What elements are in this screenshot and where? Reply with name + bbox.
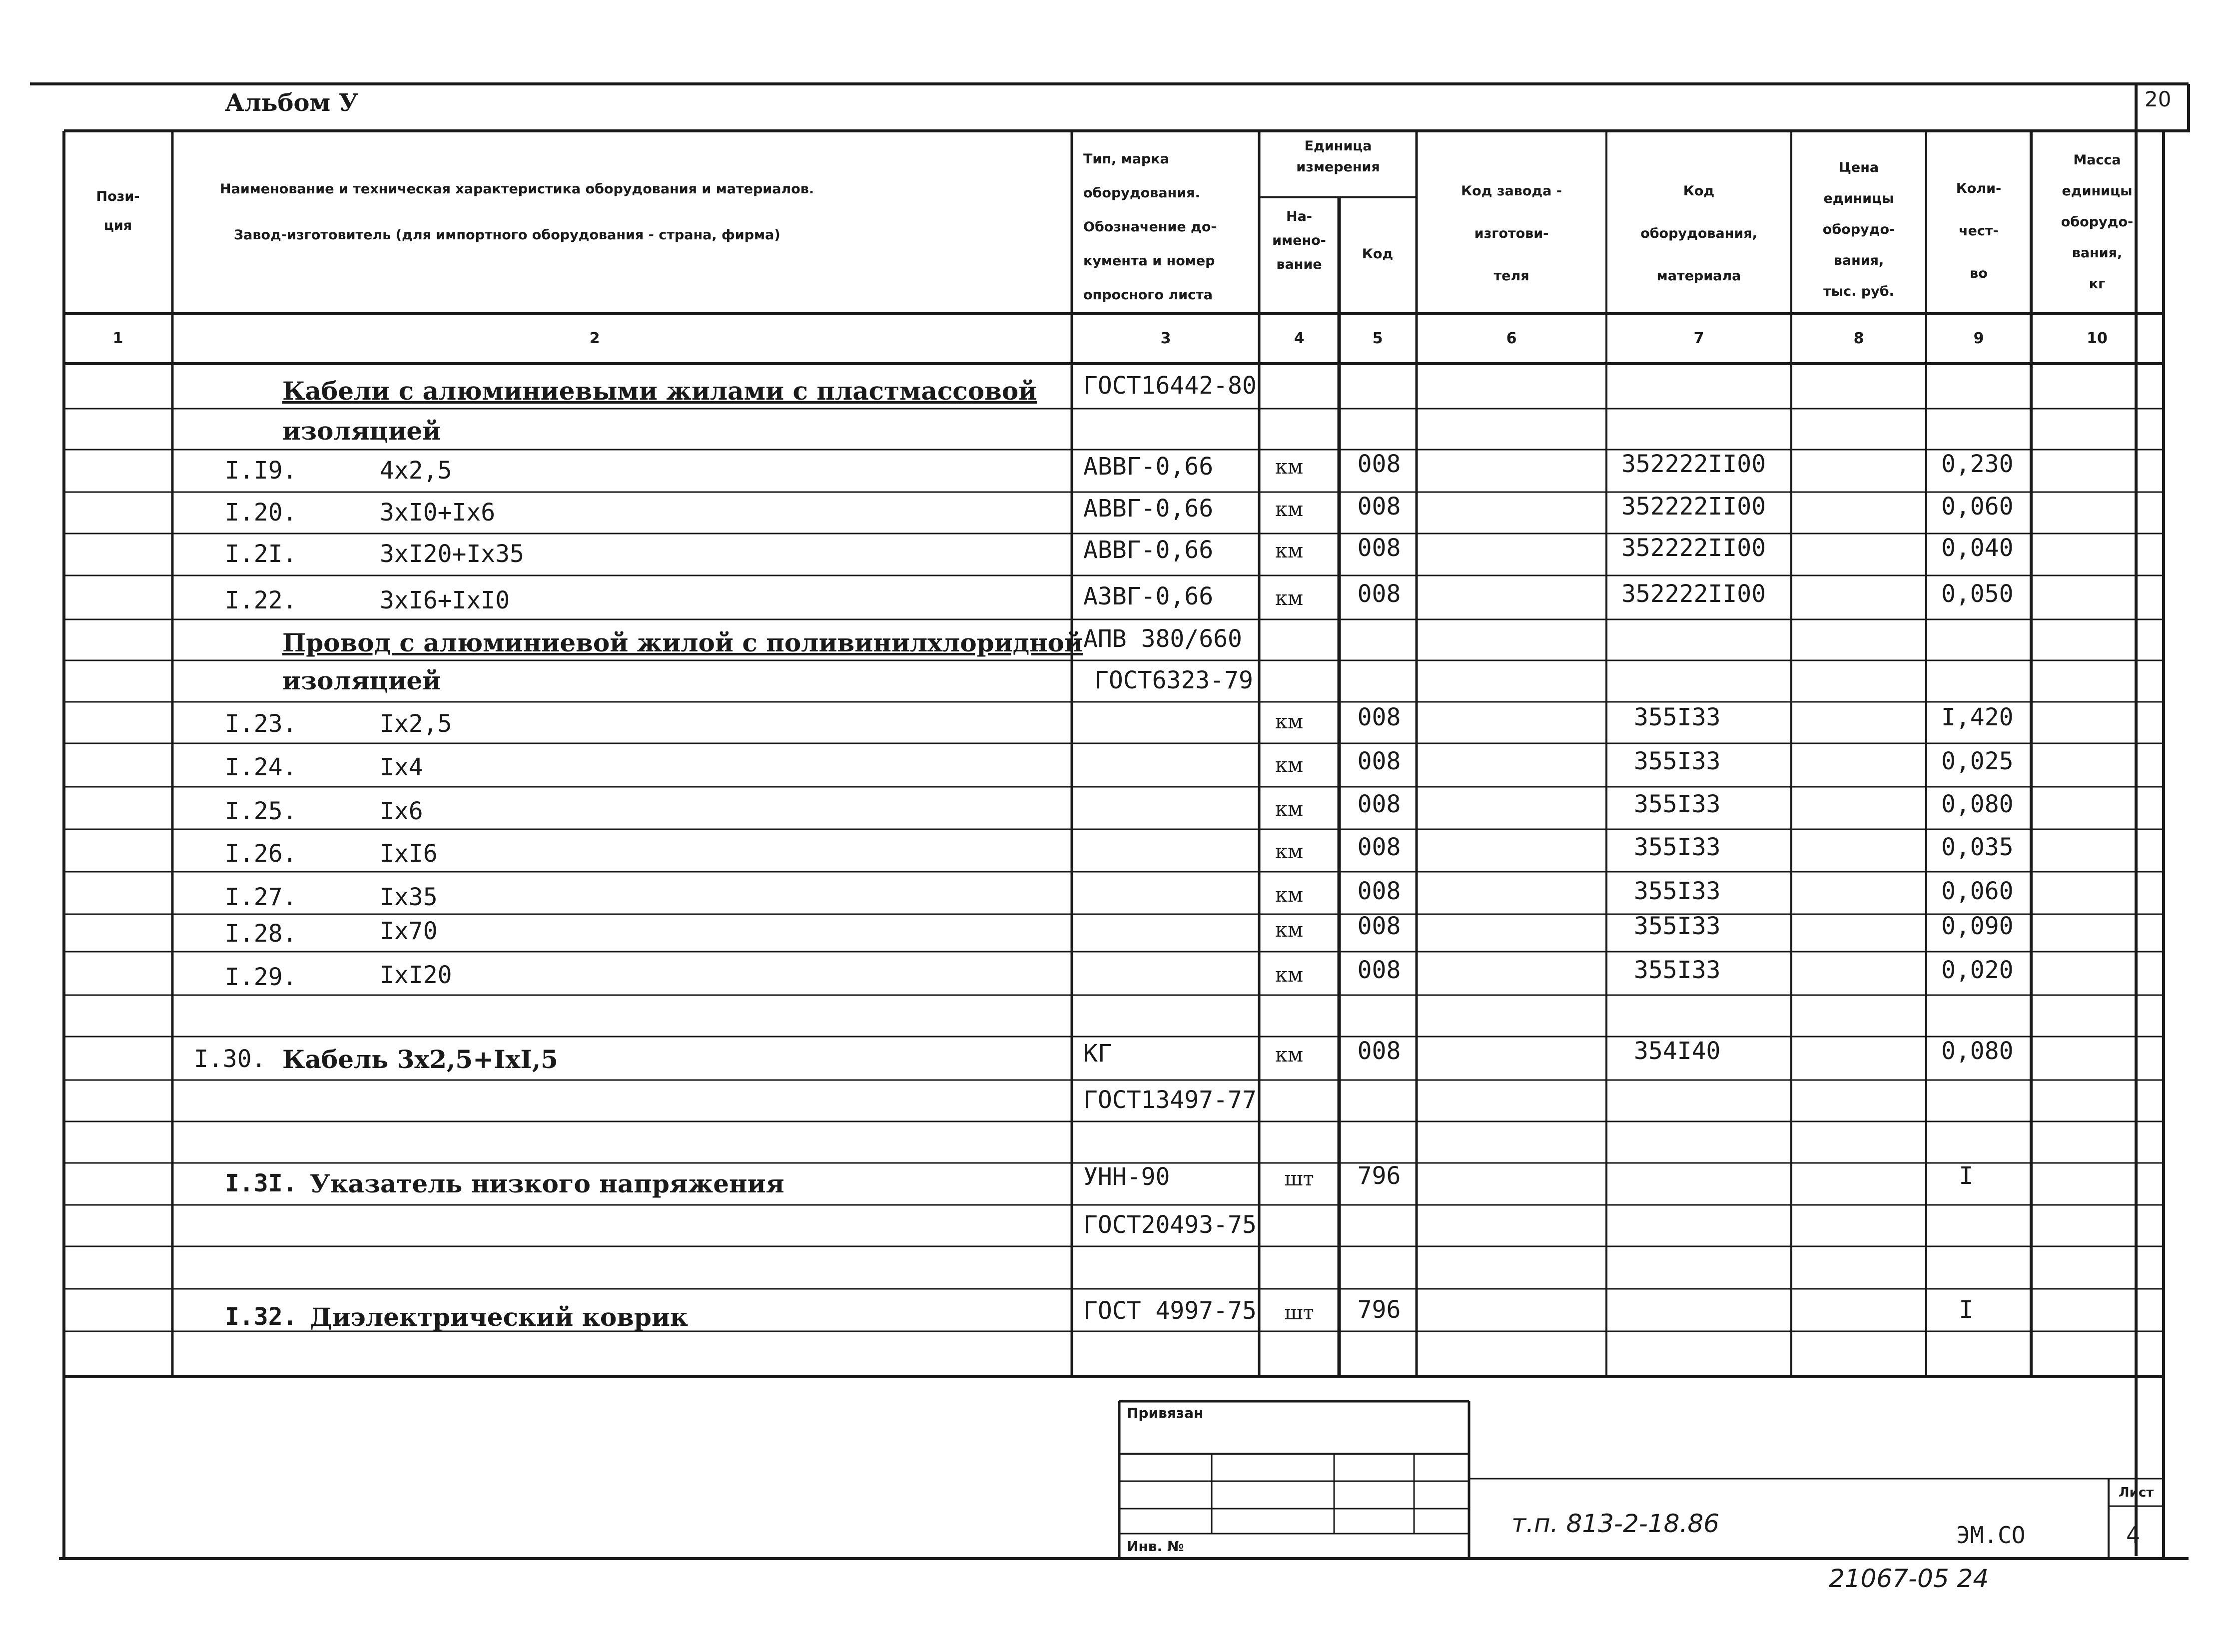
colnum-4: 4 — [1294, 330, 1305, 347]
header-col7-line2: оборудования, — [1640, 226, 1757, 241]
header-col3-line4: кумента и номер — [1083, 253, 1215, 269]
row-pos: I.22. — [225, 586, 297, 614]
header-col4-line1: На- — [1286, 209, 1313, 224]
row-equip-code: 355I33 — [1634, 790, 1721, 818]
row-qty: 0,050 — [1941, 580, 2014, 608]
row-pos: I.29. — [225, 963, 297, 991]
row-type: ГОСТ6323-79 — [1094, 666, 1253, 694]
row-name: Ix2,5 — [380, 710, 452, 738]
header-col10 — [2061, 145, 2133, 300]
row-code: 796 — [1357, 1296, 1401, 1324]
colnum-1: 1 — [112, 330, 123, 347]
row-qty: 0,060 — [1941, 493, 2014, 521]
row-pos: I.30. — [194, 1045, 266, 1073]
row-equip-code: 355I33 — [1634, 747, 1721, 775]
sheet-top-number: 20 — [2145, 87, 2172, 111]
row-qty: 0,080 — [1941, 1037, 2014, 1065]
header-col9-line3: во — [1970, 266, 1988, 281]
header-unit-line2: измерения — [1296, 159, 1380, 175]
colnum-3: 3 — [1160, 330, 1171, 347]
header-col9-line2: чест- — [1959, 223, 1999, 239]
row-unit: км — [1275, 840, 1304, 863]
header-col10-line2: единицы — [2062, 183, 2133, 199]
header-col2-line2: Завод-изготовитель (для импортного оборудования - страна, фирма) — [234, 227, 780, 243]
row-code: 008 — [1357, 580, 1401, 608]
row-pos: I.32. — [225, 1303, 297, 1331]
row-equip-code: 352222II00 — [1621, 580, 1766, 608]
stamp-bottom-number: 21067-05 24 — [1829, 1564, 1989, 1593]
header-col1 — [96, 182, 140, 240]
row-unit: шт — [1284, 1301, 1314, 1324]
row-name: Диэлектрический коврик — [310, 1302, 689, 1332]
header-unit-line1: Единица — [1304, 138, 1372, 154]
row-name: 3xI20+Ix35 — [380, 540, 524, 568]
row-name: Ix35 — [380, 883, 438, 911]
header-col8 — [1823, 152, 1895, 307]
header-col6-line1: Код завода - — [1461, 183, 1562, 199]
row-qty: 0,060 — [1941, 877, 2014, 905]
row-qty: I — [1959, 1296, 1974, 1324]
row-code: 008 — [1357, 912, 1401, 940]
row-qty: 0,025 — [1941, 747, 2014, 775]
row-equip-code: 355I33 — [1634, 912, 1721, 940]
row-type: АВВГ-0,66 — [1083, 453, 1214, 481]
row-type: УНН-90 — [1083, 1163, 1170, 1191]
row-name: IxI6 — [380, 840, 438, 868]
header-unit-group — [1296, 136, 1380, 178]
header-col1-line2: ция — [103, 218, 132, 233]
colnum-9: 9 — [1973, 330, 1984, 347]
header-col3 — [1083, 142, 1217, 312]
row-type: АПВ 380/660 — [1083, 625, 1242, 653]
row-equip-code: 355I33 — [1634, 877, 1721, 905]
row-equip-code: 354I40 — [1634, 1037, 1721, 1065]
row-pos: I.20. — [225, 499, 297, 527]
header-col7-line3: материала — [1656, 268, 1741, 284]
stamp-doc-code: ЭМ.СО — [1956, 1522, 2026, 1549]
header-col3-line3: Обозначение до- — [1083, 219, 1217, 235]
row-type: КГ — [1083, 1040, 1112, 1068]
row-name: IxI20 — [380, 961, 452, 989]
header-col8-line3: оборудо- — [1822, 222, 1895, 237]
row-type: ГОСТ16442-80 — [1083, 372, 1257, 400]
stamp-sheet-number: 4 — [2126, 1522, 2140, 1549]
header-col7-line1: Код — [1683, 183, 1715, 199]
row-pos: I.24. — [225, 753, 297, 781]
header-col4-line3: вание — [1276, 257, 1322, 272]
row-qty: 0,020 — [1941, 956, 2014, 984]
row-qty: 0,035 — [1941, 833, 2014, 861]
header-col5: Код — [1362, 246, 1394, 262]
row-pos: I.28. — [225, 920, 297, 948]
row-equip-code: 352222II00 — [1621, 534, 1766, 562]
row-pos: I.I9. — [225, 457, 297, 485]
header-col10-line1: Масса — [2073, 152, 2121, 168]
row-code: 008 — [1357, 790, 1401, 818]
row-type: ГОСТ13497-77 — [1083, 1086, 1257, 1114]
row-name: Кабель 3x2,5+IxI,5 — [282, 1045, 558, 1074]
row-equip-code: 352222II00 — [1621, 450, 1766, 478]
row-unit: км — [1275, 884, 1304, 907]
row-name: 3xI6+IxI0 — [380, 586, 510, 614]
row-type: АВВГ-0,66 — [1083, 536, 1214, 564]
row-qty: I,420 — [1941, 703, 2014, 731]
row-name: 3xI0+Ix6 — [380, 499, 496, 527]
row-name: Провод с алюминиевой жилой с поливинилхлоридной — [282, 628, 1083, 657]
header-col10-line4: вания, — [2072, 245, 2123, 261]
row-qty: 0,090 — [1941, 912, 2014, 940]
header-col4-line2: имено- — [1272, 233, 1326, 248]
stamp-project: т.п. 813-2-18.86 — [1511, 1509, 1719, 1538]
row-code: 008 — [1357, 956, 1401, 984]
header-col8-line5: тыс. руб. — [1823, 284, 1894, 299]
row-name: 4x2,5 — [380, 457, 452, 485]
header-col10-line3: оборудо- — [2061, 214, 2134, 230]
row-code: 008 — [1357, 534, 1401, 562]
row-qty: 0,040 — [1941, 534, 2014, 562]
header-col6-line2: изготови- — [1474, 226, 1549, 241]
row-unit: шт — [1284, 1167, 1314, 1190]
row-code: 008 — [1357, 747, 1401, 775]
header-col2-line1: Наименование и техническая характеристика оборудования и материалов. — [220, 181, 814, 197]
header-col8-line1: Цена — [1838, 160, 1879, 175]
row-type: ГОСТ20493-75 — [1083, 1211, 1257, 1239]
header-col6 — [1461, 170, 1562, 297]
row-unit: км — [1275, 710, 1304, 733]
row-code: 008 — [1357, 450, 1401, 478]
row-pos: I.3I. — [225, 1169, 297, 1197]
row-qty: 0,080 — [1941, 790, 2014, 818]
row-name: изоляцией — [282, 666, 441, 695]
header-col2b — [234, 221, 780, 250]
header-col7 — [1640, 170, 1757, 297]
row-unit: км — [1275, 456, 1304, 479]
row-code: 008 — [1357, 833, 1401, 861]
row-pos: I.26. — [225, 840, 297, 868]
stamp-privyazan: Привязан — [1127, 1405, 1204, 1421]
row-type: ГОСТ 4997-75 — [1083, 1297, 1257, 1325]
header-col1-line1: Пози- — [96, 189, 140, 204]
stamp-inv-no: Инв. № — [1127, 1538, 1184, 1555]
row-pos: I.25. — [225, 797, 297, 825]
row-unit: км — [1275, 798, 1304, 821]
row-unit: км — [1275, 498, 1304, 521]
row-pos: I.27. — [225, 883, 297, 911]
colnum-5: 5 — [1372, 330, 1383, 347]
row-unit: км — [1275, 919, 1304, 942]
header-col8-line4: вания, — [1833, 253, 1884, 268]
row-name: Указатель низкого напряжения — [310, 1169, 784, 1198]
colnum-8: 8 — [1853, 330, 1864, 347]
row-name: изоляцией — [282, 416, 441, 446]
row-equip-code: 355I33 — [1634, 703, 1721, 731]
header-col6-line3: теля — [1493, 268, 1529, 284]
colnum-7: 7 — [1693, 330, 1704, 347]
row-unit: км — [1275, 587, 1304, 610]
row-name: Ix6 — [380, 797, 423, 825]
row-unit: км — [1275, 754, 1304, 777]
row-qty: I — [1959, 1162, 1974, 1190]
album-title: Альбом У — [225, 89, 358, 117]
header-col2 — [220, 175, 814, 204]
row-code: 008 — [1357, 703, 1401, 731]
row-unit: км — [1275, 540, 1304, 562]
row-code: 008 — [1357, 877, 1401, 905]
row-code: 008 — [1357, 493, 1401, 521]
colnum-6: 6 — [1506, 330, 1517, 347]
header-col3-line2: оборудования. — [1083, 185, 1200, 201]
row-name: Кабели с алюминиевыми жилами с пластмассовой — [282, 376, 1037, 406]
header-col3-line1: Тип, марка — [1083, 151, 1169, 167]
row-name: Ix4 — [380, 753, 423, 781]
row-equip-code: 355I33 — [1634, 833, 1721, 861]
header-col9 — [1956, 167, 2002, 295]
header-col8-line2: единицы — [1823, 191, 1894, 206]
header-col4 — [1272, 205, 1326, 277]
row-name: Ix70 — [380, 917, 438, 945]
header-col3-line5: опросного листа — [1083, 287, 1213, 303]
row-type: АЗВГ-0,66 — [1083, 582, 1214, 610]
row-equip-code: 355I33 — [1634, 956, 1721, 984]
row-unit: км — [1275, 964, 1304, 987]
colnum-10: 10 — [2087, 330, 2108, 347]
row-equip-code: 352222II00 — [1621, 493, 1766, 521]
colnum-2: 2 — [589, 330, 600, 347]
stamp-sheet-label: Лист — [2119, 1485, 2154, 1500]
header-col9-line1: Коли- — [1956, 181, 2002, 196]
row-code: 008 — [1357, 1037, 1401, 1065]
row-type: АВВГ-0,66 — [1083, 495, 1214, 523]
row-pos: I.23. — [225, 710, 297, 738]
row-pos: I.2I. — [225, 540, 297, 568]
row-qty: 0,230 — [1941, 450, 2014, 478]
header-col10-line5: кг — [2089, 276, 2106, 292]
row-code: 796 — [1357, 1162, 1401, 1190]
row-unit: км — [1275, 1044, 1304, 1067]
